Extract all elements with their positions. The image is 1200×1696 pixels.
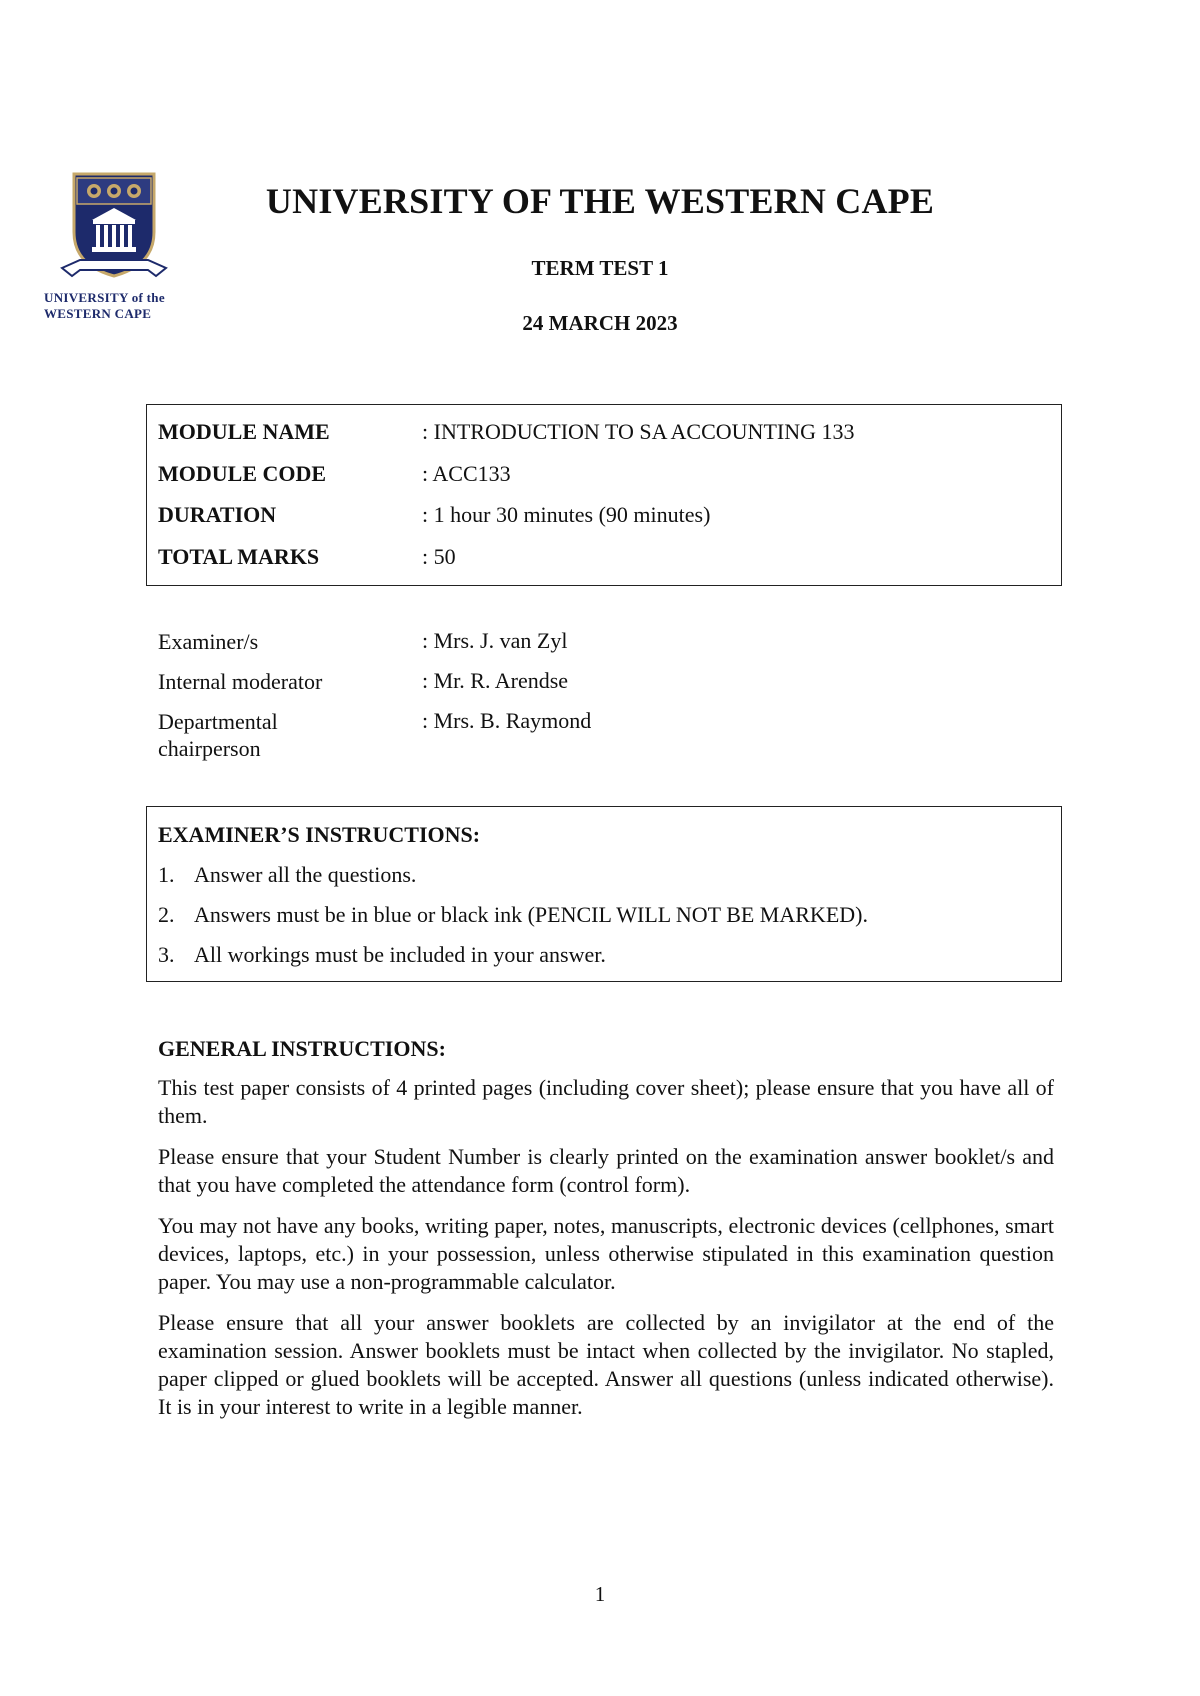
general-instruction-paragraph: You may not have any books, writing paper, notes, manuscripts, electronic devices (cellphones, smart devices, laptops, etc.) in your possession, unless otherwise stipulated in this examination question paper. You may use a non-programmable calculator. <box>158 1213 1054 1294</box>
general-instruction-paragraph: This test paper consists of 4 printed pages (including cover sheet); please ensure that you have all of them. <box>158 1075 1054 1128</box>
module-code-value: : ACC133 <box>422 461 511 486</box>
examiner-label: Examiner/s <box>158 629 259 654</box>
module-name-value: : INTRODUCTION TO SA ACCOUNTING 133 <box>422 419 855 444</box>
general-instruction-paragraph: Please ensure that all your answer booklets are collected by an invigilator at the end of the examination session. Answer booklets must be intact when collected by the invigilator. No stapled, paper clipped or glued booklets will be accepted. Answer all questions (unless indicated otherwise). It is in your interest to write in a legible manner. <box>158 1310 1054 1419</box>
examiner-value: : Mrs. J. van Zyl <box>422 628 568 653</box>
instruction-number: 2. <box>158 902 175 927</box>
instruction-number: 3. <box>158 942 175 967</box>
instruction-text: Answer all the questions. <box>194 862 417 887</box>
total-marks-label: TOTAL MARKS <box>158 544 320 569</box>
test-date: 24 MARCH 2023 <box>522 311 678 335</box>
departmental-chairperson-value: : Mrs. B. Raymond <box>422 708 592 733</box>
page-number: 1 <box>594 1582 606 1606</box>
general-instructions-heading: GENERAL INSTRUCTIONS: <box>158 1036 446 1061</box>
instruction-text: Answers must be in blue or black ink (PENCIL WILL NOT BE MARKED). <box>194 902 868 927</box>
internal-moderator-label: Internal moderator <box>158 669 323 694</box>
test-subtitle: TERM TEST 1 <box>531 256 669 280</box>
duration-label: DURATION <box>158 502 277 527</box>
page-title: UNIVERSITY OF THE WESTERN CAPE <box>265 181 935 221</box>
internal-moderator-value: : Mr. R. Arendse <box>422 668 569 693</box>
module-name-label: MODULE NAME <box>158 419 330 444</box>
logo-line-1: UNIVERSITY of the <box>44 290 165 305</box>
module-code-label: MODULE CODE <box>158 461 327 486</box>
duration-value: : 1 hour 30 minutes (90 minutes) <box>422 502 711 527</box>
logo-line-2: WESTERN CAPE <box>44 306 152 321</box>
instruction-text: All workings must be included in your answer. <box>194 942 606 967</box>
examiner-instructions-heading: EXAMINER’S INSTRUCTIONS: <box>158 822 481 847</box>
total-marks-value: : 50 <box>422 544 456 569</box>
general-instruction-paragraph: Please ensure that your Student Number is clearly printed on the examination answer booklet/s and that you have completed the attendance form (control form). <box>158 1144 1054 1197</box>
instruction-number: 1. <box>158 862 175 887</box>
departmental-chairperson-label: Departmental chairperson <box>158 709 278 761</box>
